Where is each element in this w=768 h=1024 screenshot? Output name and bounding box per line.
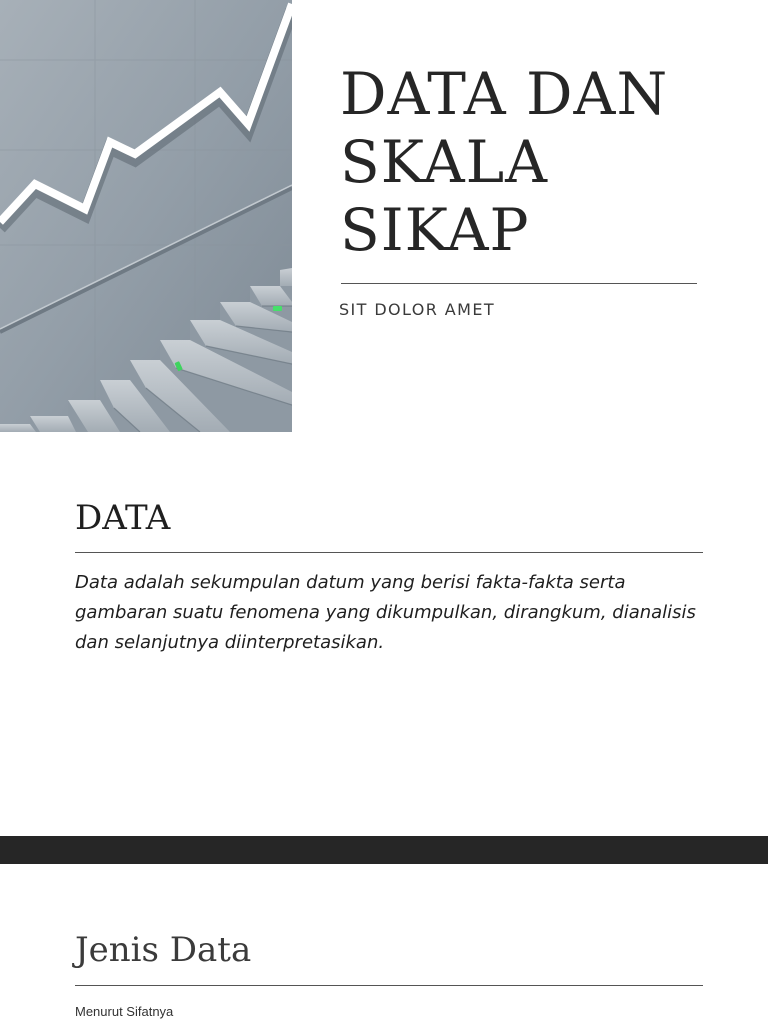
page-heading: Jenis Data [75, 930, 252, 970]
section-divider [75, 552, 703, 553]
step-light [273, 306, 282, 311]
cover-title-line: SKALA [340, 128, 548, 196]
cover-title-line: SIKAP [340, 196, 530, 264]
cover-divider [341, 283, 697, 284]
cover-subtitle: SIT DOLOR AMET [339, 300, 496, 319]
cover-image [0, 0, 292, 432]
section-body-text: Data adalah sekumpulan datum yang berisi fakta-fakta serta gambaran suatu fenomena yang dikumpulkan, dirangkum, dianalisis dan selanjutnya diinterpretasikan. [75, 572, 696, 653]
staircase-chart-photo [0, 0, 292, 432]
cover-title [340, 60, 720, 264]
section-heading: DATA [75, 498, 171, 538]
page-divider-band [0, 836, 768, 864]
page-heading-divider [75, 985, 703, 986]
cover-title-line: DATA DAN [340, 60, 669, 128]
page-subheading: Menurut Sifatnya [75, 1004, 174, 1019]
